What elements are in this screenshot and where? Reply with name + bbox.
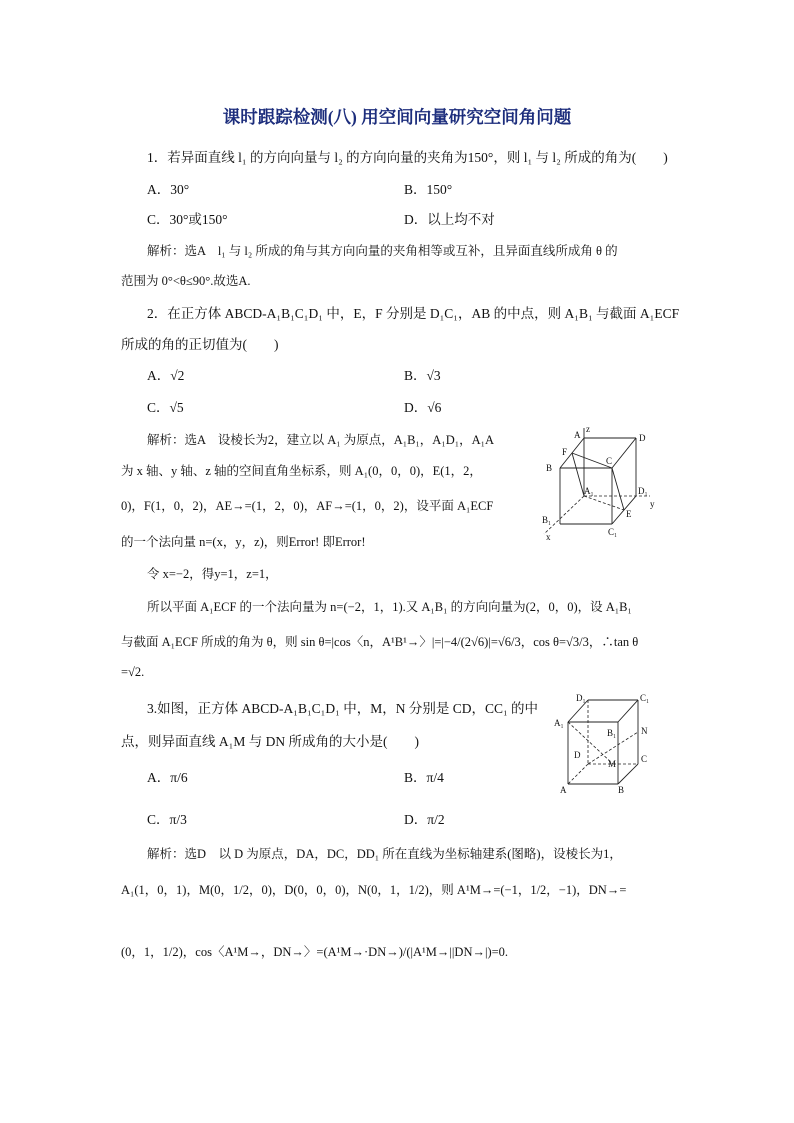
fig2-label: A₁ <box>554 718 564 728</box>
fig2-label: C <box>641 754 648 764</box>
q2-option-a: A．√2 <box>147 368 185 383</box>
q1-solution-line: 范围为 0°<θ≤90°.故选A. <box>121 274 251 288</box>
q3-stem-line: 3.如图，正方体 ABCD-A₁B₁C₁D₁ 中，M，N 分别是 CD，CC₁ 的中 <box>147 701 539 716</box>
q2-solution-line: 解析：选A 设棱长为2，建立以 A₁ 为原点，A₁B₁，A₁D₁，A₁A <box>147 433 494 447</box>
q2-solution-line: 为 x 轴、y 轴、z 轴的空间直角坐标系，则 A₁(0，0，0)，E(1，2， <box>121 464 482 478</box>
q3-option-c: C．π/3 <box>147 812 187 827</box>
page-title: 课时跟踪检测(八) 用空间向量研究空间角问题 <box>222 107 572 127</box>
q2-solution-line: 与截面 A₁ECF 所成的角为 θ，则 sin θ=|cos〈n，A¹B¹→〉|=|−4/(2√6)|=√6/3，cos θ=√3/3，∴tan θ <box>121 635 639 649</box>
q2-solution-line: 0)，F(1，0，2)，AE→=(1，2，0)，AF→=(1，0，2)，设平面 A₁ECF <box>121 499 494 513</box>
q1-stem: 1．若异面直线 l₁ 的方向向量与 l₂ 的方向向量的夹角为150°，则 l₁ 与 l₂ 所成的角为( ) <box>147 150 668 165</box>
fig1-label: A₁ <box>584 486 594 496</box>
fig2-label: D <box>574 750 581 760</box>
cube-figure-q2 <box>536 424 666 542</box>
q3-solution-line: A₁(1，0，1)，M(0，1/2，0)，D(0，0，0)，N(0，1，1/2)，则 A¹M→=(−1，1/2，−1)，DN→= <box>121 883 627 897</box>
q1-option-c: C．30°或150° <box>147 212 228 227</box>
fig2-label: B <box>618 785 625 794</box>
q2-option-c: C．√5 <box>147 400 184 415</box>
fig1-label: y <box>650 499 655 509</box>
q2-solution-line: 的一个法向量 n=(x，y，z)，则Error! 即Error! <box>121 535 366 549</box>
fig1-label: B <box>546 463 553 473</box>
fig1-label: D <box>639 433 646 443</box>
fig2-label: M <box>608 759 617 769</box>
fig1-label: F <box>562 447 568 457</box>
q1-option-d: D．以上均不对 <box>404 212 495 227</box>
fig1-label: z <box>586 424 590 434</box>
q3-solution-line: 解析：选D 以 D 为原点，DA，DC，DD₁ 所在直线为坐标轴建系(图略)，设棱长为1， <box>147 847 622 861</box>
fig1-label: C <box>606 456 613 466</box>
q3-solution-line: (0，1，1/2)，cos〈A¹M→，DN→〉=(A¹M→·DN→)/(|A¹M→||DN→|)=0. <box>121 945 509 959</box>
q3-option-b: B．π/4 <box>404 770 444 785</box>
q2-solution-line: 令 x=−2，得y=1，z=1， <box>147 567 278 581</box>
fig2-label: A <box>560 785 567 794</box>
q2-option-d: D．√6 <box>404 400 442 415</box>
q3-stem-line: 点，则异面直线 A₁M 与 DN 所成角的大小是( ) <box>121 734 419 749</box>
q2-option-b: B．√3 <box>404 368 441 383</box>
q2-solution-line: 所以平面 A₁ECF 的一个法向量为 n=(−2，1，1).又 A₁B₁ 的方向向量为(2，0，0)，设 A₁B₁ <box>147 600 632 614</box>
q2-solution-line: =√2. <box>121 665 145 679</box>
fig2-label: C₁ <box>640 693 650 703</box>
q2-stem-line: 所成的角的正切值为( ) <box>121 337 279 352</box>
fig1-label: A <box>574 430 581 440</box>
q1-option-a: A．30° <box>147 182 190 197</box>
q1-solution-line: 解析：选A l₁ 与 l₂ 所成的角与其方向向量的夹角相等或互补，且异面直线所成角 θ 的 <box>147 244 618 258</box>
cube-figure-q3 <box>552 690 664 794</box>
fig2-label: B₁ <box>607 728 617 738</box>
fig1-label: E <box>626 509 632 519</box>
q3-option-a: A．π/6 <box>147 770 188 785</box>
fig1-label: B₁ <box>542 515 552 525</box>
q1-option-b: B．150° <box>404 182 453 197</box>
q2-stem-line: 2．在正方体 ABCD-A₁B₁C₁D₁ 中，E，F 分别是 D₁C₁，AB 的中点，则 A₁B₁ 与截面 A₁ECF <box>147 306 680 321</box>
q3-option-d: D．π/2 <box>404 812 445 827</box>
fig2-label: N <box>641 726 648 736</box>
fig2-label: D₁ <box>576 693 586 703</box>
fig1-label: D₁ <box>638 486 648 496</box>
fig1-label: C₁ <box>608 527 618 537</box>
fig1-label: x <box>546 532 551 542</box>
